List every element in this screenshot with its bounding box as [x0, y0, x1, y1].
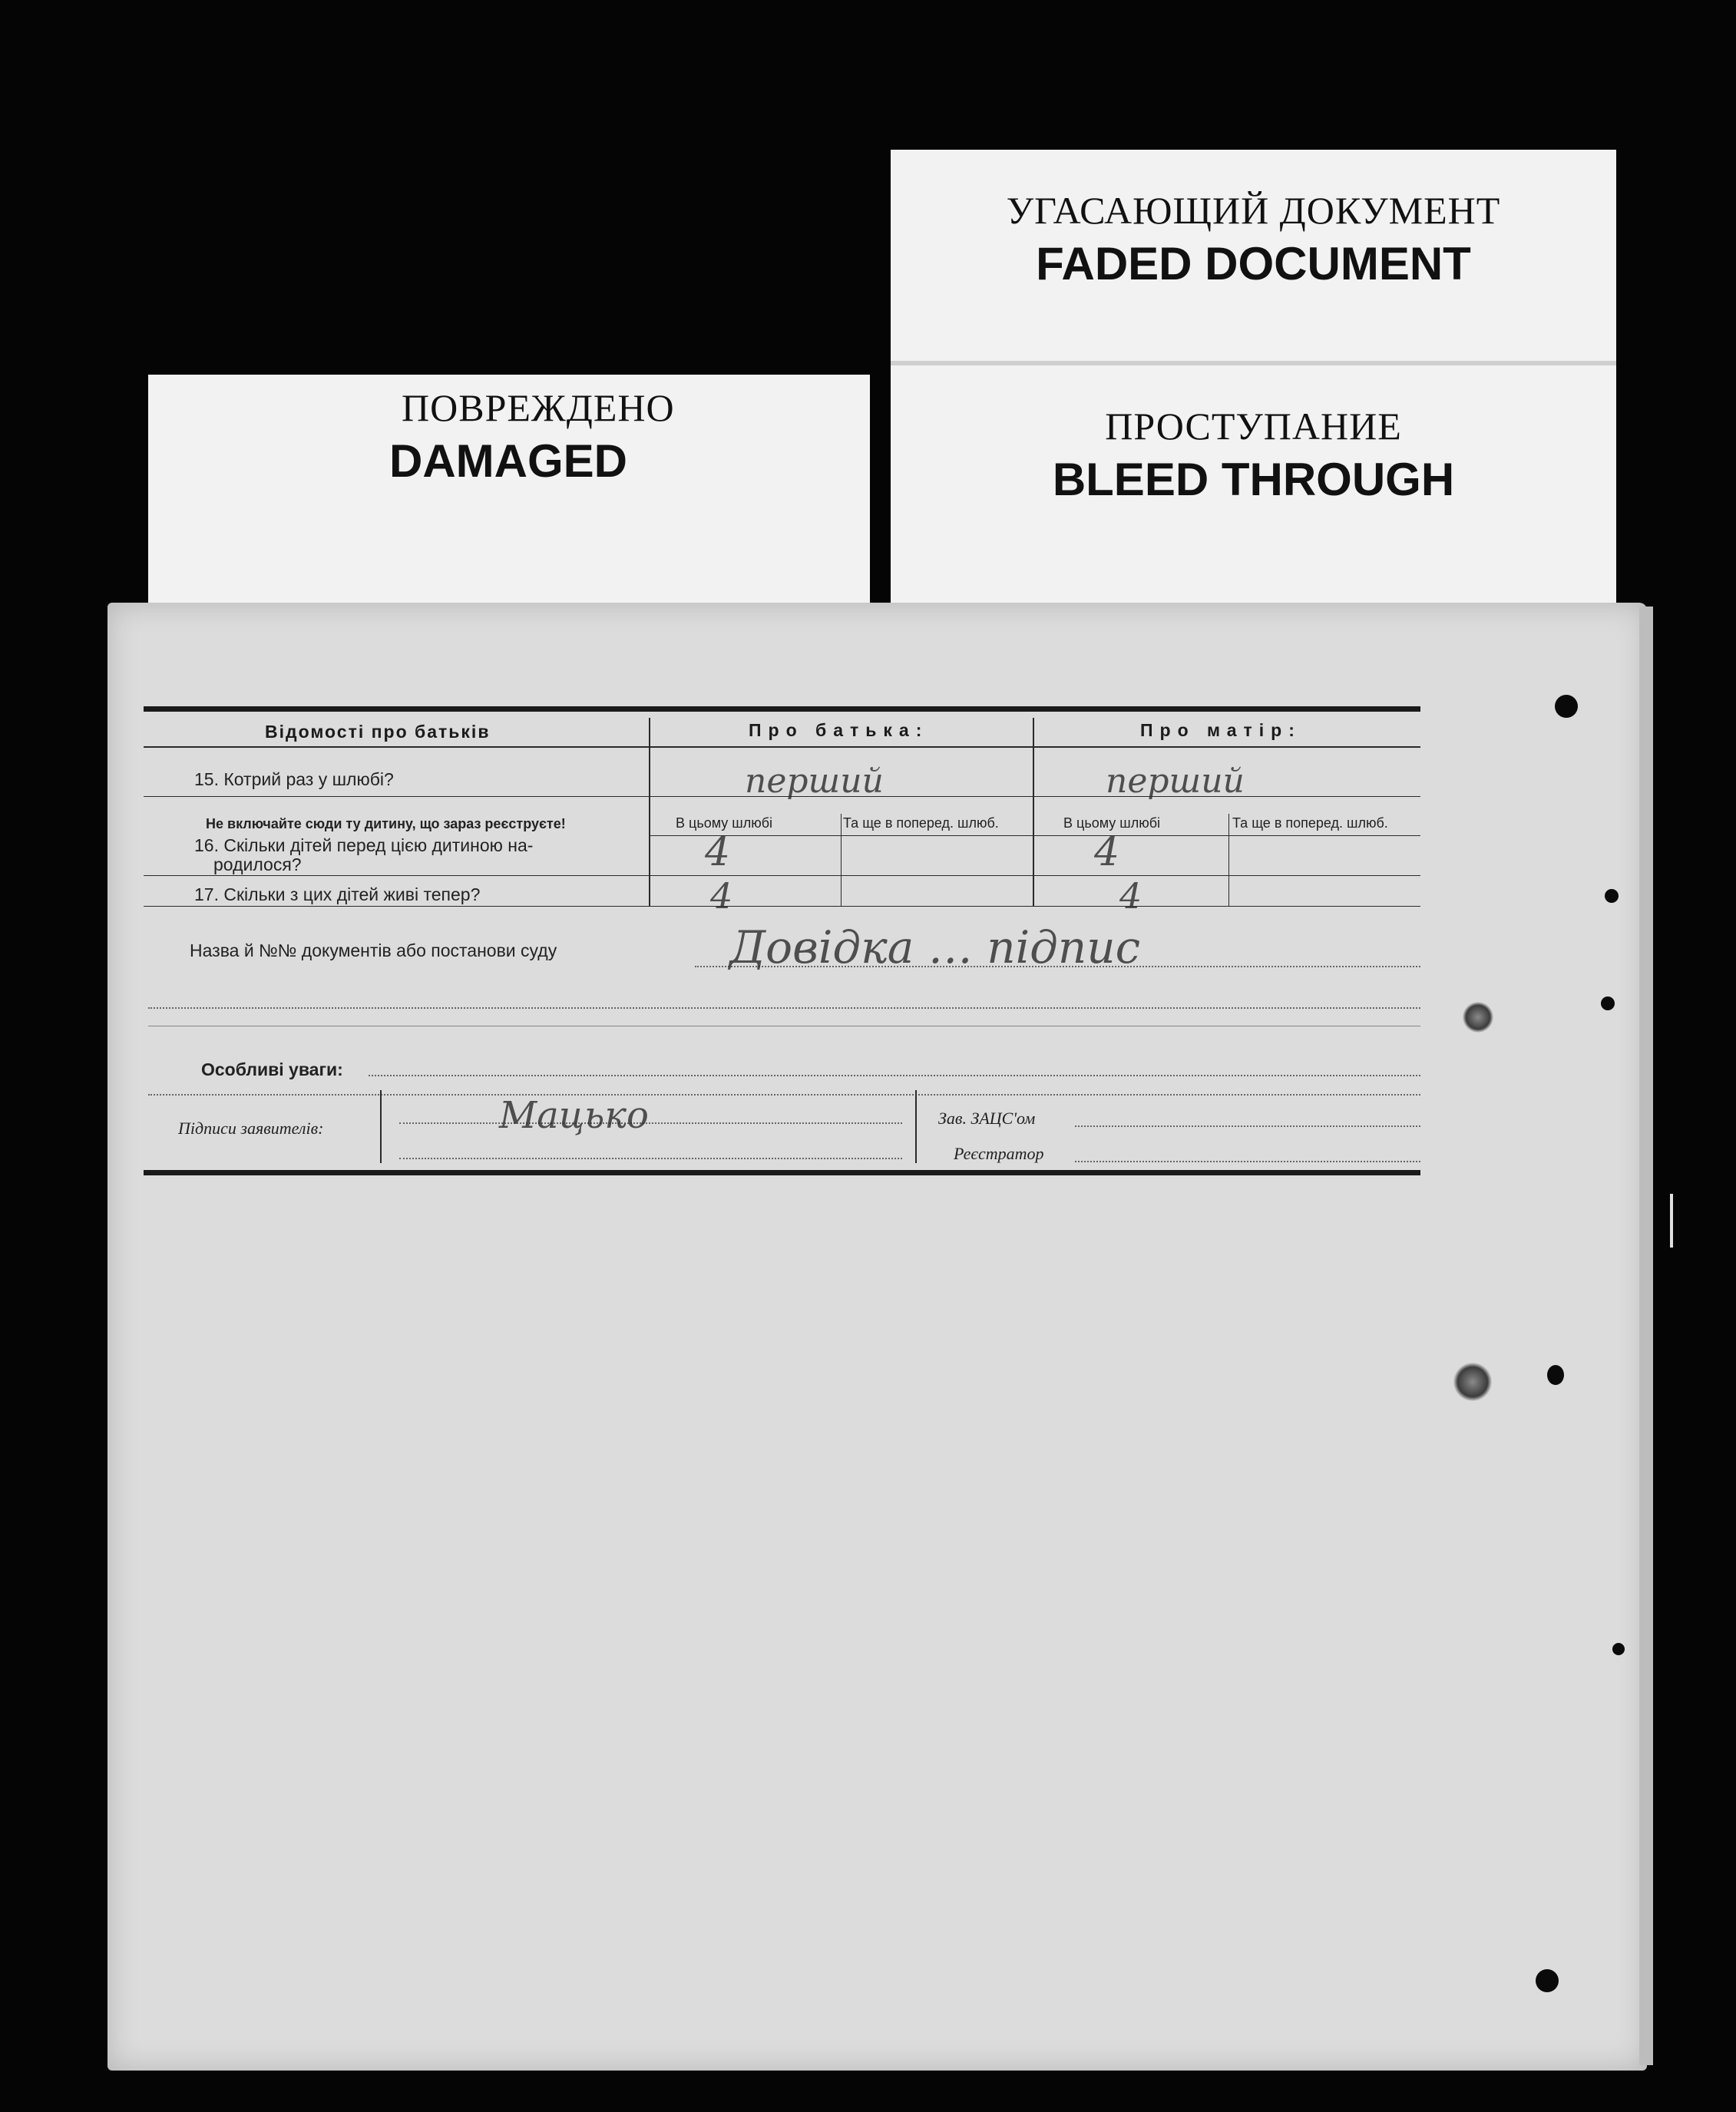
q15-father-value: перший [745, 762, 884, 801]
sig-divider [915, 1090, 917, 1163]
punch-hole-6 [1536, 1969, 1559, 1992]
q15-label: 15. Котрий раз у шлюбі? [194, 769, 394, 789]
edge-clip [1670, 1194, 1673, 1248]
punch-hole-2 [1605, 889, 1619, 903]
q17-father-value: 4 [710, 875, 733, 917]
header-parents-info: Відомості про батьків [265, 722, 491, 742]
sheet-edge [1639, 606, 1653, 2065]
header-mother: Про матір: [1140, 720, 1301, 740]
registrar-label: Реєстратор [954, 1144, 1044, 1163]
documents-label: Назва й №№ документів або постанови суду [190, 940, 557, 960]
punch-hole-5 [1612, 1643, 1625, 1655]
col-divider-1 [649, 718, 650, 906]
head-zags-label: Зав. ЗАЦС'ом [938, 1109, 1036, 1128]
sig-bracket-left [380, 1090, 382, 1163]
table-top-rule [144, 706, 1420, 712]
sub-divider-father [841, 814, 842, 906]
damaged-card [148, 375, 870, 605]
remarks-line [369, 1075, 1420, 1076]
damage-hole-1 [1463, 1002, 1493, 1033]
q15-mother-value: перший [1106, 762, 1245, 801]
signature-line-1 [399, 1122, 902, 1124]
signatures-label: Підписи заявителів: [178, 1119, 324, 1138]
faded-document-card [891, 150, 1616, 395]
faded-card-ru: УГАСАЮЩИЙ ДОКУМЕНТ [1006, 189, 1501, 232]
applicant-signature: Мацько [499, 1094, 649, 1137]
remarks-line-2 [148, 1094, 1420, 1096]
remarks-label: Особливі уваги: [201, 1059, 343, 1079]
bleed-through-card [891, 361, 1616, 611]
q16-mother-value: 4 [1094, 829, 1120, 875]
bleed-card-ru: ПРОСТУПАНИЕ [1105, 405, 1402, 448]
q17-label: 17. Скільки з цих дітей живі тепер? [194, 884, 481, 904]
damaged-card-en: DAMAGED [389, 435, 627, 487]
damaged-card-ru: ПОВРЕЖДЕНО [402, 386, 675, 429]
sub-rule-16 [649, 835, 1420, 836]
head-zags-line [1075, 1125, 1420, 1127]
q16-mother-prev-header: Та ще в поперед. шлюб. [1232, 815, 1388, 831]
row-rule-17 [144, 906, 1420, 907]
bleed-card-en: BLEED THROUGH [1052, 454, 1455, 505]
documents-value: Довідка … підпис [729, 921, 1141, 973]
q16-father-value: 4 [705, 829, 731, 875]
registrar-line [1075, 1161, 1420, 1162]
documents-line-2 [148, 1007, 1420, 1009]
header-rule [144, 746, 1420, 748]
signature-line-2 [399, 1158, 902, 1159]
q16-label-line1: 16. Скільки дітей перед цією дитиною на- [194, 835, 534, 855]
q16-label-line2: родилося? [213, 854, 302, 874]
punch-hole-1 [1555, 695, 1578, 718]
q16-father-prev-header: Та ще в поперед. шлюб. [843, 815, 999, 831]
damage-hole-2 [1453, 1363, 1492, 1401]
header-father: Про батька: [749, 720, 929, 740]
q17-mother-value: 4 [1119, 875, 1142, 917]
sub-divider-mother [1228, 814, 1229, 906]
punch-hole-4 [1547, 1365, 1564, 1385]
q16-mother-this-header: В цьому шлюбі [1063, 815, 1161, 831]
q16-note: Не включайте сюди ту дитину, що зараз реєструєте! [206, 816, 566, 831]
table-bottom-rule [144, 1170, 1420, 1175]
faded-card-en: FADED DOCUMENT [1036, 238, 1471, 289]
col-divider-2 [1033, 718, 1034, 906]
q16-father-this-header: В цьому шлюбі [676, 815, 773, 831]
punch-hole-3 [1601, 997, 1615, 1010]
row-rule-16 [144, 875, 1420, 876]
